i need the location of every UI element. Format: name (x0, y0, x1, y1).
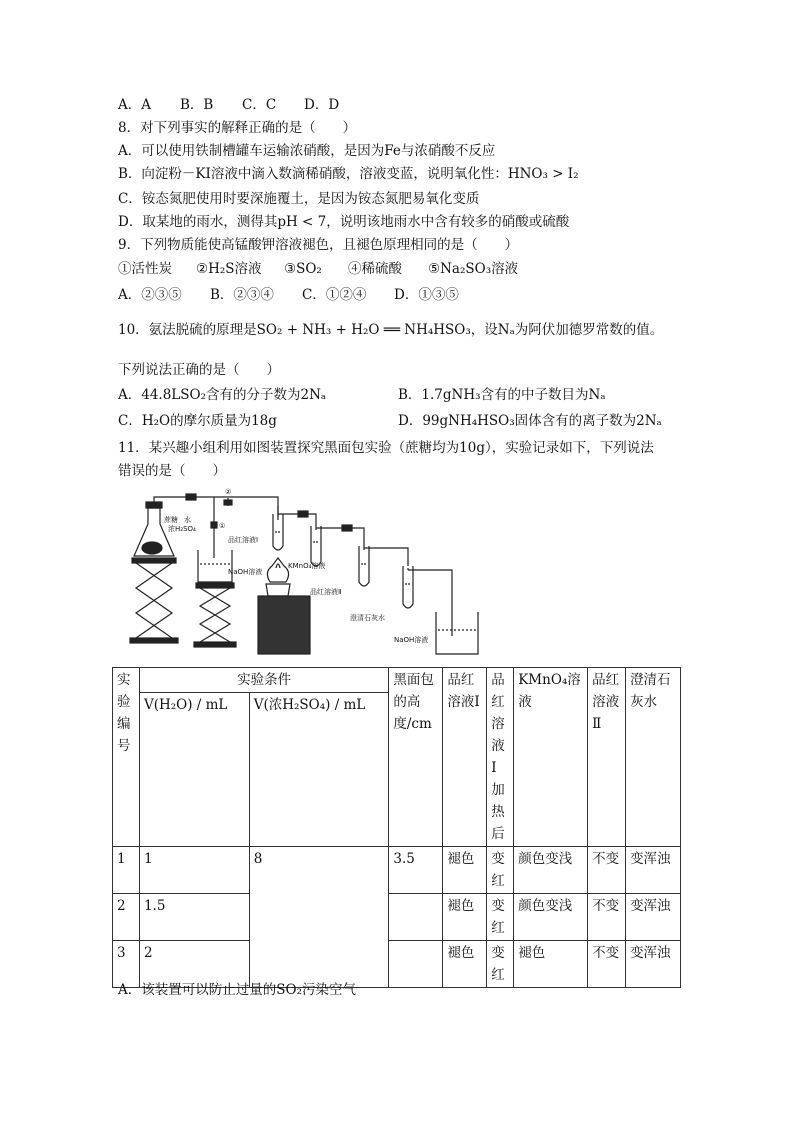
q10-stem-line2: 下列说法正确的是（ ） (118, 362, 280, 378)
q7-options (118, 95, 339, 115)
q9-item-3: ③SO₂ (284, 261, 322, 277)
fig-label-naoh1: NaOH溶液 (228, 568, 263, 576)
th-bread-height: 黑面包的高度/cm (389, 668, 443, 847)
q10-option-a: A．44.8LSO₂含有的分子数为2Nₐ (118, 387, 327, 403)
cell-p2: 不变 (588, 847, 626, 894)
th-v-water: V(H₂O) / mL (139, 693, 249, 847)
cell-lime: 变浑浊 (626, 847, 681, 894)
q10-option-d: D．99gNH₄HSO₃固体含有的离子数为2Nₐ (398, 413, 662, 429)
th-limewater: 澄清石灰水 (626, 668, 681, 847)
q9-item-2: ②H₂S溶液 (196, 261, 262, 277)
fig-label-valve1: ① (219, 522, 226, 530)
apparatus-figure (128, 486, 488, 658)
fig-label-acid: 浓H₂SO₄ (168, 525, 196, 533)
q9-item-4: ④稀硫酸 (348, 261, 402, 277)
fig-label-pinhong1: 品红溶液Ⅰ (228, 536, 259, 544)
q10-option-b: B．1.7gNH₃含有的中子数目为Nₐ (398, 387, 606, 403)
q9-item-5: ⑤Na₂SO₃溶液 (428, 261, 519, 277)
q11-option-a: A．该装置可以防止过量的SO₂污染空气 (118, 982, 356, 998)
cell-kmno4: 颜色变浅 (514, 894, 588, 941)
cell-p1: 褪色 (443, 941, 487, 988)
q8-option-b-text: B．向淀粉－KI溶液中滴入数滴稀硝酸，溶液变蓝，说明氧化性： (118, 166, 508, 182)
cell-p1: 褪色 (443, 894, 487, 941)
fig-label-pinhong2: 品红溶液Ⅱ (310, 588, 342, 596)
q8-stem: 8．对下列事实的解释正确的是（ ） (118, 120, 357, 136)
q9-stem: 9．下列物质能使高锰酸钾溶液褪色，且褪色原理相同的是（ ） (118, 237, 519, 253)
q10-stem-line1: 10．氨法脱硫的原理是SO₂ + NH₃ + H₂O ══ NH₄HSO₃，设Nₐ为阿伏加德罗常数的值。 (118, 322, 664, 338)
q9-option-b: B．②③④ (210, 287, 274, 303)
q8-option-b-formula: HNO₃ > I₂ (507, 166, 579, 182)
th-pinhong-2: 品红溶液Ⅱ (588, 668, 626, 847)
q9-option-a: A．②③⑤ (118, 287, 182, 303)
cell-height: 3.5 (389, 847, 443, 894)
table-row (113, 847, 681, 894)
cell-kmno4: 褪色 (514, 941, 588, 988)
table-row (113, 894, 681, 941)
cell-vh2o: 2 (139, 941, 249, 988)
cell-p1: 褪色 (443, 847, 487, 894)
q7-option-d: D．D (304, 97, 340, 113)
th-experiment-no: 实验编号 (113, 668, 140, 847)
cell-no: 1 (113, 847, 140, 894)
q7-option-c: C．C (242, 97, 277, 113)
fig-label-limewater: 澄清石灰水 (350, 614, 385, 622)
cell-height (389, 894, 443, 941)
q9-item-1: ①活性炭 (118, 261, 172, 277)
q7-option-b: B．B (180, 97, 214, 113)
cell-lime: 变浑浊 (626, 894, 681, 941)
fig-label-water: 水 (184, 516, 191, 524)
q9-options (118, 285, 459, 305)
q10-option-c: C．H₂O的摩尔质量为18g (118, 413, 277, 429)
fig-label-naoh2: NaOH溶液 (394, 636, 429, 644)
th-v-acid: V(浓H₂SO₄) / mL (249, 693, 389, 847)
q11-stem-line2: 错误的是（ ） (118, 463, 226, 479)
cell-p1h: 变红 (487, 847, 514, 894)
th-kmno4: KMnO₄溶液 (514, 668, 588, 847)
cell-p1h: 变红 (487, 894, 514, 941)
cell-height (389, 941, 443, 988)
fig-label-sugar: 蔗糖 (164, 516, 178, 524)
cell-p2: 不变 (588, 941, 626, 988)
q10-options-cd (118, 411, 662, 431)
fig-label-valve2: ② (225, 488, 232, 496)
cell-kmno4: 颜色变浅 (514, 847, 588, 894)
experiment-table (112, 667, 681, 988)
th-pinhong-1-heated: 品红溶液Ⅰ加热后 (487, 668, 514, 847)
cell-p1h: 变红 (487, 941, 514, 988)
th-pinhong-1: 品红溶液Ⅰ (443, 668, 487, 847)
cell-no: 2 (113, 894, 140, 941)
th-conditions: 实验条件 (139, 668, 388, 693)
q8-option-b (118, 164, 579, 184)
q9-option-c: C．①②④ (302, 287, 367, 303)
q11-stem-line1: 11．某兴趣小组利用如图装置探究黑面包实验（蔗糖均为10g），实验记录如下，下列说法 (118, 440, 654, 456)
q8-option-c: C．铵态氮肥使用时要深施覆土，是因为铵态氮肥易氧化变质 (118, 191, 480, 207)
cell-lime: 变浑浊 (626, 941, 681, 988)
q10-options-ab (118, 385, 606, 405)
q9-option-d: D．①③⑤ (394, 287, 459, 303)
fig-label-kmno4: KMnO₄溶液 (288, 562, 326, 570)
q7-option-a: A．A (118, 97, 151, 113)
q8-option-a: A．可以使用铁制槽罐车运输浓硝酸，是因为Fe与浓硝酸不反应 (118, 143, 496, 159)
cell-p2: 不变 (588, 894, 626, 941)
q8-option-d: D．取某地的雨水，测得其pH < 7，说明该地雨水中含有较多的硝酸或硫酸 (118, 214, 570, 230)
cell-no: 3 (113, 941, 140, 988)
q9-items (118, 259, 518, 279)
cell-vacid: 8 (249, 847, 389, 988)
table-header-row-1 (113, 668, 681, 693)
cell-vh2o: 1.5 (139, 894, 249, 941)
cell-vh2o: 1 (139, 847, 249, 894)
